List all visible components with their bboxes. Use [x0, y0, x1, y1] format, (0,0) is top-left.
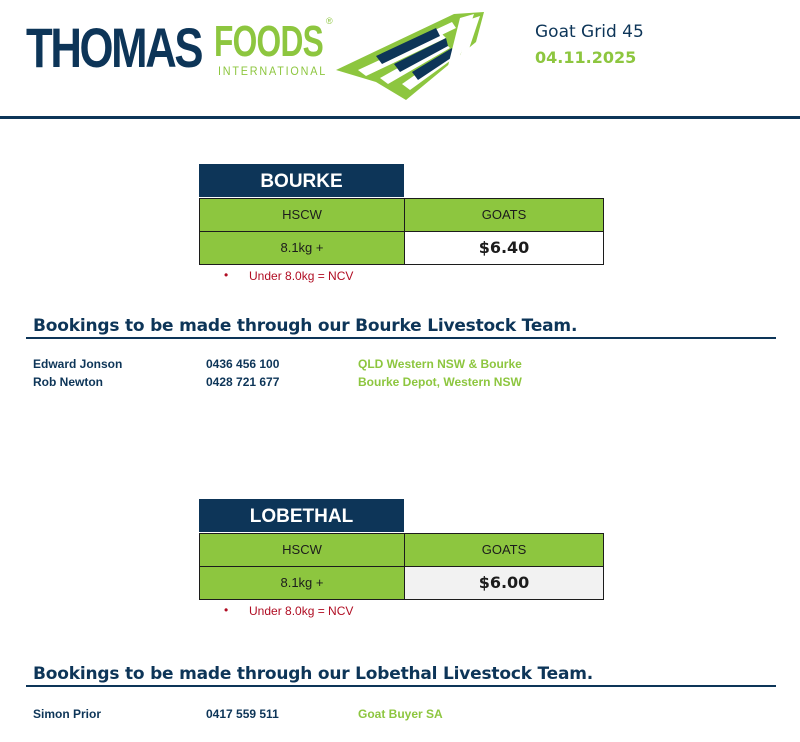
contact-area: Goat Buyer SA: [358, 707, 443, 721]
contact-row: [33, 375, 633, 393]
logo-international-text: INTERNATIONAL: [218, 64, 328, 78]
logo-thomas-text: THOMAS: [26, 16, 202, 79]
logo-foods-text: FOODS: [214, 17, 324, 66]
contact-area: Bourke Depot, Western NSW: [358, 375, 522, 389]
contact-name: Simon Prior: [33, 707, 102, 721]
goats-header: GOATS: [404, 198, 604, 232]
contact-phone: 0417 559 511: [206, 707, 279, 721]
page-header: [0, 0, 800, 120]
contact-area: QLD Western NSW & Bourke: [358, 357, 522, 371]
goat-price-cell: $6.40: [404, 231, 604, 265]
grid-title: Goat Grid 45: [535, 22, 644, 42]
weight-range-cell: 8.1kg +: [199, 566, 405, 600]
contact-name: Edward Jonson: [33, 357, 123, 371]
ncv-note-text: Under 8.0kg = NCV: [249, 269, 354, 283]
logo-registered-mark: ®: [326, 16, 333, 26]
hscw-header: HSCW: [199, 198, 405, 232]
section-divider: [26, 337, 776, 339]
section-divider: [26, 685, 776, 687]
lobethal-price-grid: [199, 499, 604, 619]
contact-phone: 0436 456 100: [206, 357, 280, 371]
contact-row: [33, 707, 633, 725]
weight-range-cell: 8.1kg +: [199, 231, 405, 265]
goat-price-cell: $6.00: [404, 566, 604, 600]
contact-name: Rob Newton: [33, 375, 103, 389]
grid-date: 04.11.2025: [535, 48, 637, 67]
field-stripes-icon: [336, 12, 486, 102]
bullet-icon: •: [224, 268, 229, 282]
goats-header: GOATS: [404, 533, 604, 567]
location-title: BOURKE: [199, 164, 404, 197]
location-title: LOBETHAL: [199, 499, 404, 532]
ncv-note-text: Under 8.0kg = NCV: [249, 604, 354, 618]
contact-phone: 0428 721 677: [206, 375, 280, 389]
hscw-header: HSCW: [199, 533, 405, 567]
header-divider: [0, 116, 800, 119]
contact-row: [33, 357, 633, 375]
thomas-foods-logo: [26, 12, 486, 102]
bourke-bookings-title: Bookings to be made through our Bourke Livestock Team.: [33, 316, 578, 336]
bullet-icon: •: [224, 603, 229, 617]
bourke-price-grid: [199, 164, 604, 284]
lobethal-bookings-title: Bookings to be made through our Lobethal Livestock Team.: [33, 664, 594, 684]
